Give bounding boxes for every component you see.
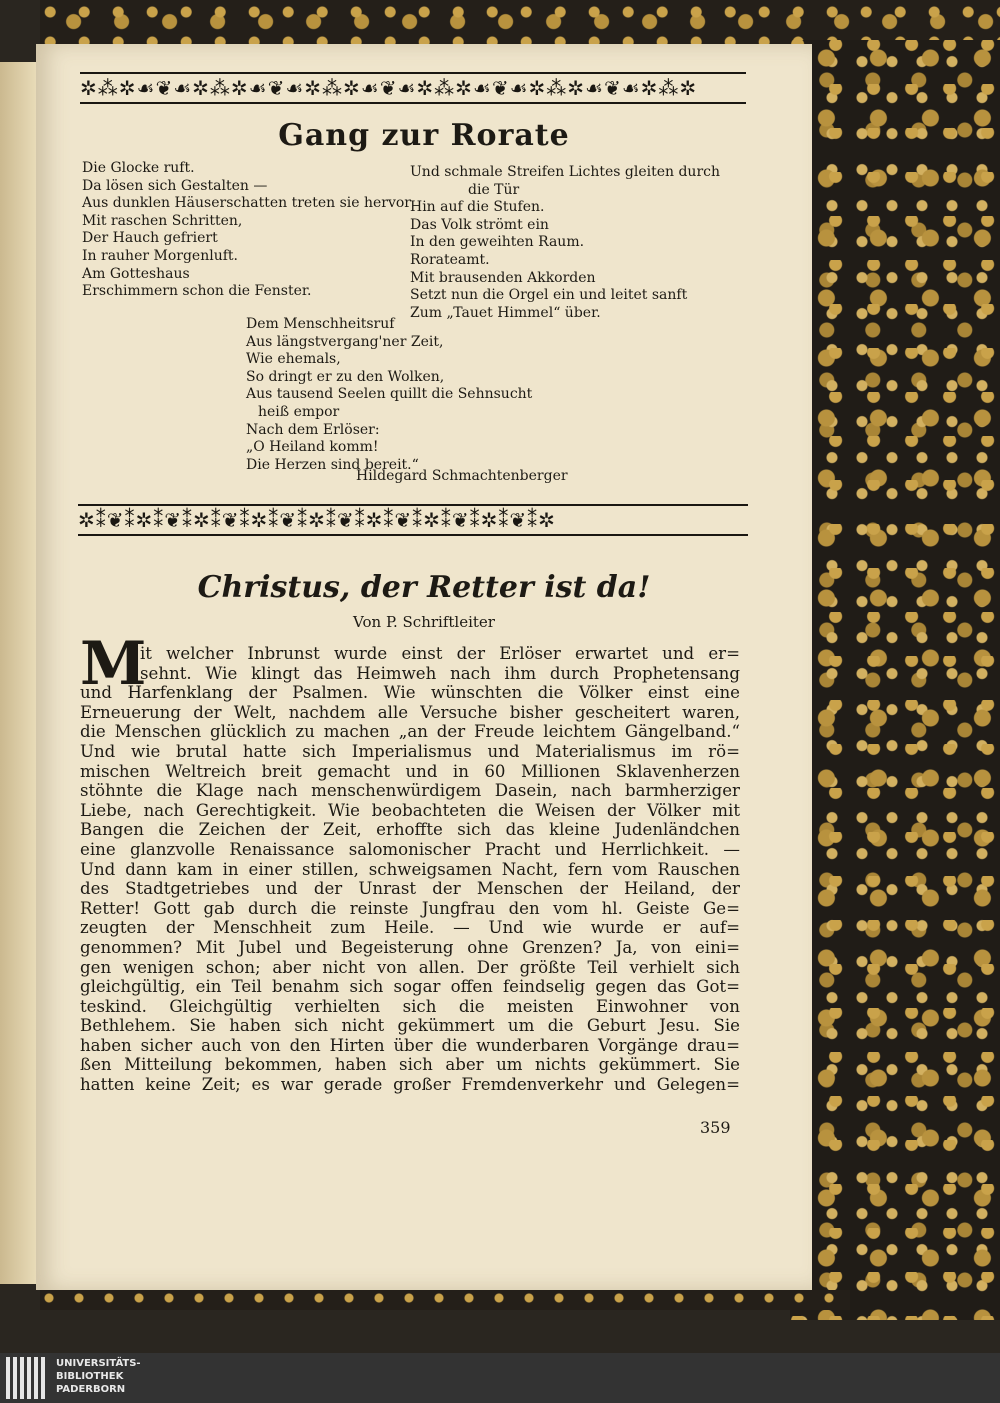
library-name-line: UNIVERSITÄTS- [56,1358,141,1369]
poem-title: Gang zur Rorate [278,118,570,153]
body-line: Bangen die Zeichen der Zeit, erhoffte sich das kleine Judenländchen [80,820,740,840]
poem-center-stanza [246,316,532,474]
body-line: it welcher Inbrunst wurde einst der Erlöser erwartet und er= [140,644,740,663]
body-line: mischen Weltreich breit gemacht und in 60 Millionen Sklavenherzen [80,761,740,781]
poem-line: Das Volk strömt ein [410,216,549,233]
poem-line: Wie ehemals, [246,351,341,368]
poem-line: Aus dunklen Häuserschatten treten sie hervor [82,195,411,212]
poem-line: So dringt er zu den Wolken, [246,368,445,385]
poem-line: Nach dem Erlöser: [246,421,380,438]
poem-line: Die Herzen sind bereit.“ [246,456,419,473]
body-line: sehnt. Wie klingt das Heimweh nach ihm durch Prophetensang [140,663,740,683]
poem-line: Hin auf die Stufen. [410,199,545,216]
article-byline: Von P. Schriftleiter [353,613,495,631]
poem-line: Aus tausend Seelen quillt die Sehnsucht [246,386,533,403]
library-name-line: BIBLIOTHEK [56,1371,124,1382]
book-board-bottom [40,1290,850,1310]
poem-line: Aus längstvergang'ner Zeit, [246,333,444,350]
body-line: ßen Mitteilung bekommen, haben sich aber um nichts gekümmert. Sie [80,1055,740,1075]
body-line: hatten keine Zeit; es war gerade großer Fremdenverkehr und Gelegen= [80,1075,740,1095]
page-number: 359 [700,1118,731,1137]
poem-line: Die Glocke ruft. [82,160,195,176]
drop-cap: M [80,629,147,699]
poem-line: Dem Menschheitsruf [246,316,395,332]
body-line: gen wenigen schon; aber nicht von allen. Der größte Teil verhielt sich [80,957,740,977]
library-name [56,1357,141,1396]
body-line: Liebe, nach Gerechtigkeit. Wie beobachteten die Weisen der Völker mit [80,800,740,820]
poem-line: Da lösen sich Gestalten — [82,177,268,194]
poem-author: Hildegard Schmachtenberger [356,468,568,484]
poem-right-column [410,164,750,322]
poem-line: „O Heiland komm! [246,439,379,456]
body-line: und Harfenklang der Psalmen. Wie wünschten die Völker einst eine [80,683,740,703]
poem-line: In den geweihten Raum. [410,234,585,251]
ornamental-border-top: ✲⁂✲☙❦☙✲⁂✲☙❦☙✲⁂✲☙❦☙✲⁂✲☙❦☙✲⁂✲☙❦☙✲⁂✲ [80,72,746,104]
body-line: Retter! Gott gab durch die reinste Jungfrau den vom hl. Geiste Ge= [80,898,740,918]
poem-line: Am Gotteshaus [82,265,190,282]
ornamental-border-middle: ✲⁑❦⁑✲⁑❦⁑✲⁑❦⁑✲⁑❦⁑✲⁑❦⁑✲⁑❦⁑✲⁑❦⁑✲⁑❦⁑✲ [78,504,748,536]
facing-page-edge [0,62,36,1284]
poem-line: Setzt nun die Orgel ein und leitet sanft [410,287,688,304]
poem-line: die Tür [468,181,520,198]
poem-left-column [82,160,411,301]
poem-line: heiß empor [258,403,340,420]
body-line: Erneuerung der Welt, nachdem alle Versuche bisher gescheitert waren, [80,702,740,722]
poem-line: Und schmale Streifen Lichtes gleiten durch [410,164,720,180]
poem-line: Erschimmern schon die Fenster. [82,283,312,300]
article-title: Christus, der Retter ist da! [197,570,651,605]
poem-line: Mit brausenden Akkorden [410,269,596,286]
body-line: gleichgültig, ein Teil benahm sich sogar offen feindselig gegen das Got= [80,977,740,997]
poem-line: Mit raschen Schritten, [82,212,243,229]
body-line: die Menschen glücklich zu machen „an der Freude leichtem Gängelband.“ [80,722,740,742]
book-board-marbled [790,40,1000,1320]
library-name-line: PADERBORN [56,1384,126,1395]
poem-line: Rorateamt. [410,251,490,268]
body-line: Und wie brutal hatte sich Imperialismus und Materialismus im rö= [80,741,740,761]
library-logo-icon [6,1357,48,1399]
poem-line: Zum „Tauet Himmel“ über. [410,304,601,321]
body-line: stöhnte die Klage nach menschenwürdigem Dasein, nach barmherziger [80,781,740,801]
body-line: teskind. Gleichgültig verhielten sich die meisten Einwohner von [80,996,740,1016]
body-line: Bethlehem. Sie haben sich nicht gekümmert um die Geburt Jesu. Sie [80,1016,740,1036]
poem-line: Der Hauch gefriert [82,230,218,247]
poem-line: In rauher Morgenluft. [82,247,238,264]
body-line: eine glanzvolle Renaissance salomonischer Pracht und Herrlichkeit. — [80,839,740,859]
library-footer [0,1353,1000,1403]
article-body [80,644,740,1095]
body-line: Und dann kam in einer stillen, schweigsamen Nacht, fern vom Rauschen [80,859,740,879]
body-line: genommen? Mit Jubel und Begeisterung ohne Grenzen? Ja, von eini= [80,937,740,957]
body-line: haben sicher auch von den Hirten über die wunderbaren Vorgänge drau= [80,1035,740,1055]
body-line: des Stadtgetriebes und der Unrast der Menschen der Heiland, der [80,879,740,899]
body-line: zeugten der Menschheit zum Heile. — Und wie wurde er auf= [80,918,740,938]
